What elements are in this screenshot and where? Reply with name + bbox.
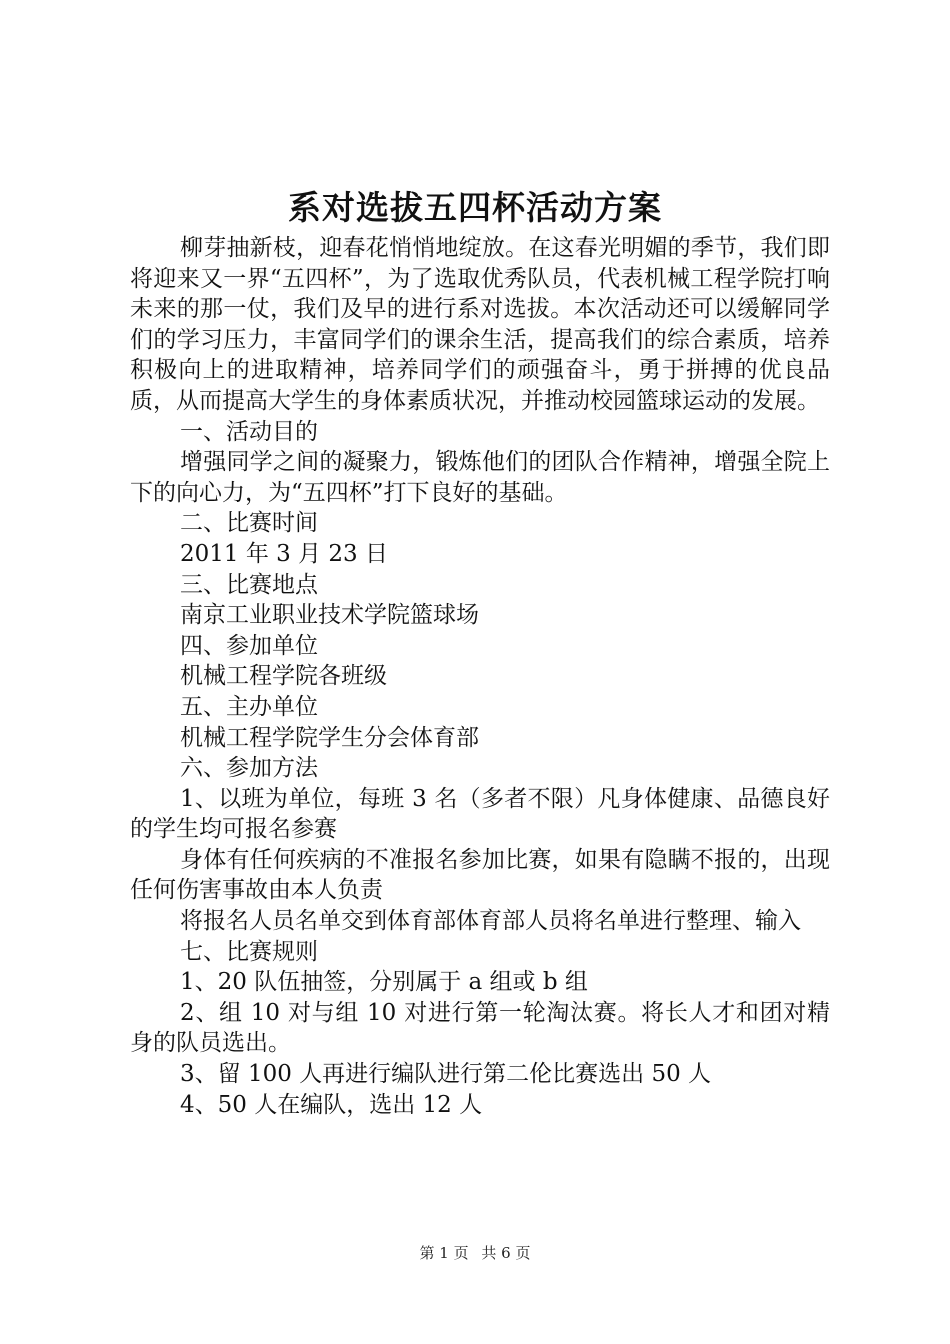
section-heading-purpose: 一、活动目的 [180,418,318,445]
section-heading-organizer: 五、主办单位 [180,693,318,720]
intro-paragraph: 柳芽抽新枝，迎春花悄悄地绽放。在这春光明媚的季节，我们即将迎来又一界“五四杯”，为了选取优秀队员，代表机械工程学院打响未来的那一仗，我们及早的进行系对选拔。本次活动还可以缓解同学们的学习压力，丰富同学们的课余生活，提高我们的综合素质，培养积极向上的进取精神，培养同学们的顽强奋斗，勇于拼搏的优良品质，从而提高大学生的身体素质状况，并推动校园篮球运动的发展。 [130,235,830,414]
method-item-3: 将报名人员名单交到体育部体育部人员将名单进行整理、输入 [180,908,801,935]
method-item-1: 1、以班为单位，每班 3 名（多者不限）凡身体健康、品德良好的学生均可报名参赛 [130,785,830,843]
page-number: 第 1 页 [419,1244,469,1262]
page-footer [0,1243,950,1263]
rule-item-2: 2、组 10 对与组 10 对进行第一轮淘汰赛。将长人才和团对精身的队员选出。 [130,999,830,1057]
section-heading-location: 三、比赛地点 [180,571,318,598]
purpose-paragraph: 增强同学之间的凝聚力，锻炼他们的团队合作精神，增强全院上下的向心力，为“五四杯”打下良好的基础。 [130,449,830,506]
location-paragraph: 南京工业职业技术学院篮球场 [180,602,479,629]
document-title: 系对选拔五四杯活动方案 [288,188,662,227]
page-count: 共 6 页 [481,1244,531,1262]
section-heading-time: 二、比赛时间 [180,510,318,537]
method-item-2: 身体有任何疾病的不准报名参加比赛，如果有隐瞒不报的，出现任何伤害事故由本人负责 [130,846,830,904]
document-body [130,233,830,1120]
section-heading-participants: 四、参加单位 [180,632,318,659]
time-paragraph: 2011 年 3 月 23 日 [180,540,388,567]
rule-item-1: 1、20 队伍抽签，分别属于 a 组或 b 组 [180,969,588,996]
section-heading-rules: 七、比赛规则 [180,938,318,965]
section-heading-method: 六、参加方法 [180,755,318,782]
participants-paragraph: 机械工程学院各班级 [180,663,387,690]
rule-item-4: 4、50 人在编队，选出 12 人 [180,1091,483,1118]
organizer-paragraph: 机械工程学院学生分会体育部 [180,724,479,751]
rule-item-3: 3、留 100 人再进行编队进行第二伦比赛选出 50 人 [180,1061,712,1088]
